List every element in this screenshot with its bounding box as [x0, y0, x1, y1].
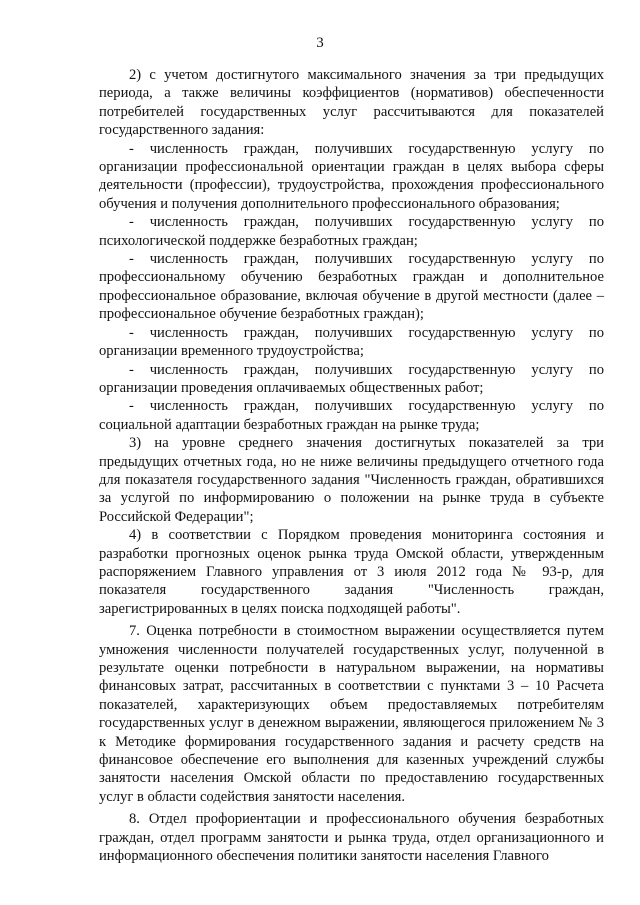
paragraph-item-3: 3) на уровне среднего значения достигнутых показателей за три предыдущих отчетных года, но не ниже величины предыдущего отчетного года для показателя государственного задания "Численность граждан, обратившихся за услугой по информированию о положении на рынке труда в субъекте Российской Федерации"; — [99, 435, 604, 525]
list-item-professional-training: - численность граждан, получивших государственную услугу по профессиональному обучению безработных граждан и дополнительное профессиональное образование, включая обучение в другой местности (далее – профессиональное обучение безработных граждан); — [99, 251, 604, 323]
list-item-psychological-support: - численность граждан, получивших государственную услугу по психологической поддержке безработных граждан; — [99, 214, 604, 249]
paragraph-clause-8: 8. Отдел профориентации и профессионального обучения безработных граждан, отдел программ занятости и рынка труда, отдел организационного и информационного обеспечения политики занятости населения Главного — [99, 811, 604, 865]
list-item-temporary-employment: - численность граждан, получивших государственную услугу по организации временного трудоустройства; — [99, 324, 604, 360]
paragraph-item-2: 2) с учетом достигнутого максимального значения за три предыдущих периода, а также величины коэффициентов (нормативов) обеспеченности потребителей государственных услуг рассчитываются для показателей государственного задания: — [99, 67, 604, 139]
page-number: 3 — [316, 35, 324, 51]
paragraph-clause-7: 7. Оценка потребности в стоимостном выражении осуществляется путем умножения численности получателей государственных услуг, полученной в результате оценки потребности в натуральном выражении, на нормативы финансовых затрат, рассчитанных в соответствии с пунктами 3 – 10 Расчета показателей, характеризующих объем предоставляемых потребителям государственных услуг в денежном выражении, являющегося приложением № 3 к Методике формирования государственного задания и расчету средств на финансовое обеспечение его выполнения для казенных учреждений службы занятости населения Омской области по предоставлению государственных услуг в области содействия занятости населения. — [99, 623, 604, 805]
list-item-profession-orientation: - численность граждан, получивших государственную услугу по организации профессиональной ориентации граждан в целях выбора сферы деятельности (профессии), трудоустройства, прохождения профессионального обучения и получения дополнительного профессионального образования; — [99, 140, 604, 212]
paragraph-item-4: 4) в соответствии с Порядком проведения мониторинга состояния и разработки прогнозных оценок рынка труда Омской области, утвержденным распоряжением Главного управления от 3 июля 2012 года № 93-р, для показателя государственного задания "Численность граждан, зарегистрированных в целях поиска подходящей работы". — [99, 527, 604, 617]
list-item-public-works: - численность граждан, получивших государственную услугу по организации проведения оплачиваемых общественных работ; — [99, 361, 604, 396]
document-body — [99, 66, 604, 865]
list-item-social-adaptation: - численность граждан, получивших государственную услугу по социальной адаптации безработных граждан на рынке труда; — [99, 398, 604, 433]
